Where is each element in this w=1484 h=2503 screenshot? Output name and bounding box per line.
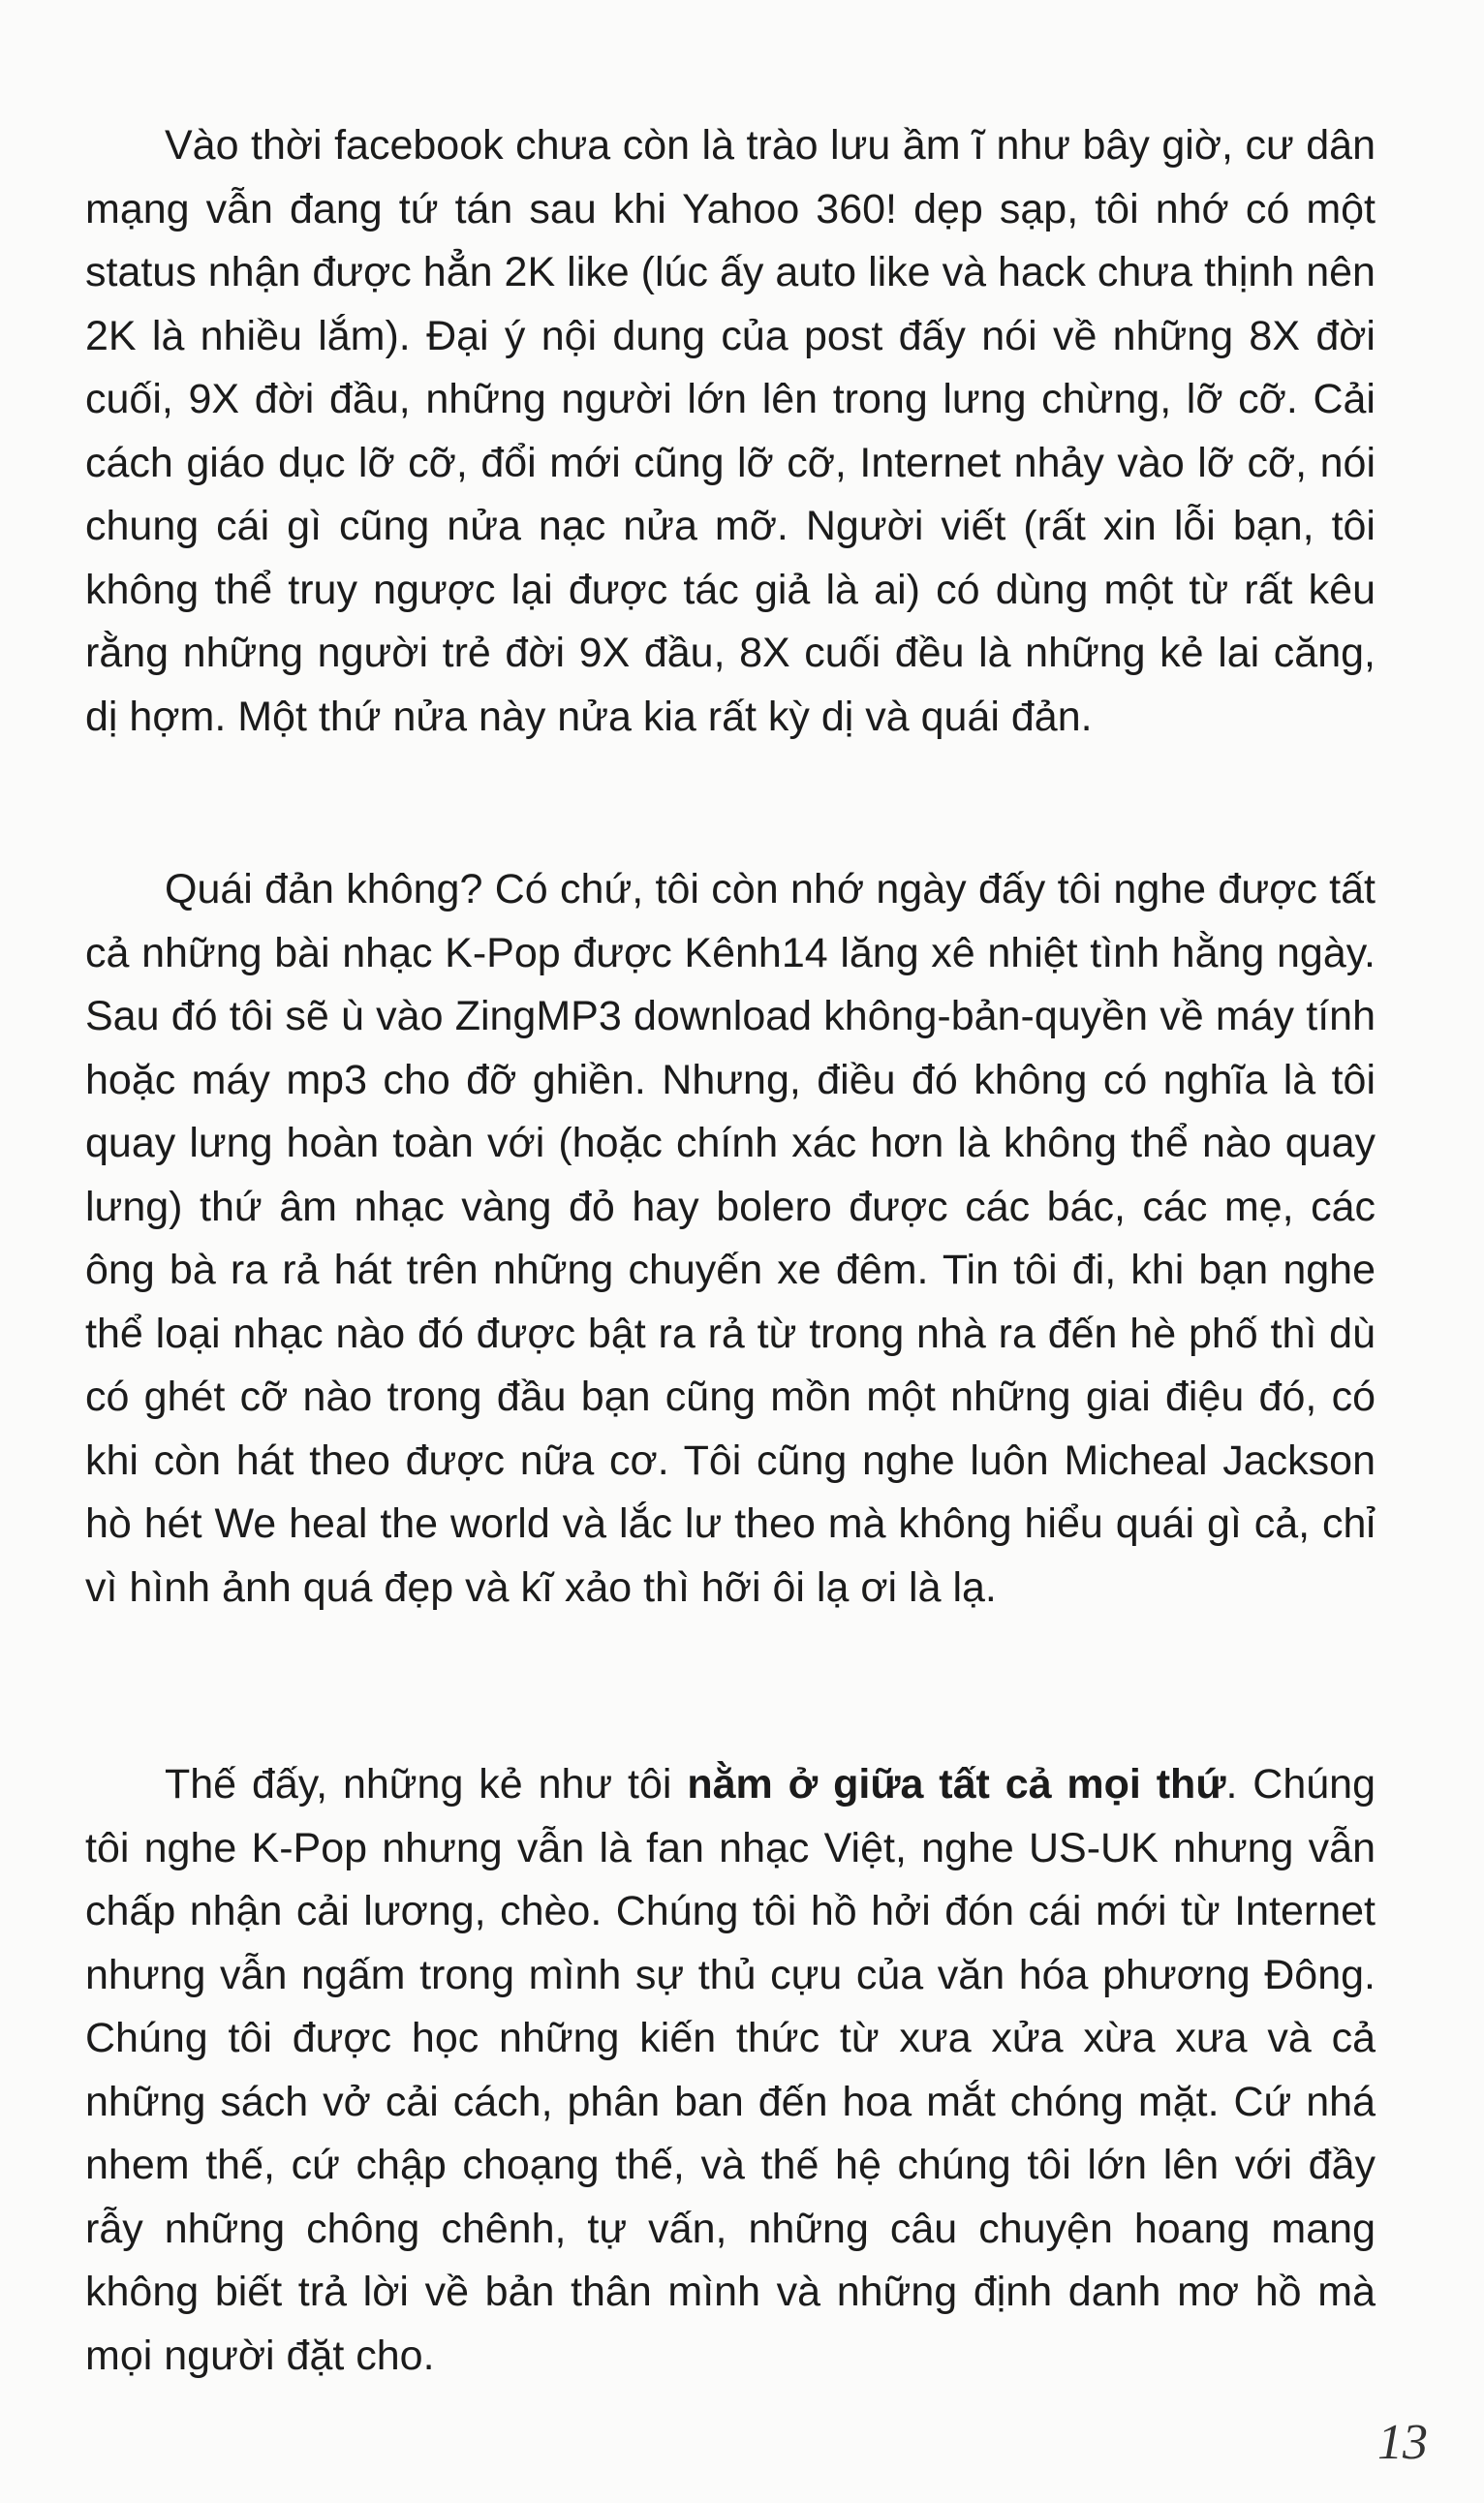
paragraph-3 — [85, 1753, 1376, 2388]
italic-term: hack — [998, 249, 1086, 295]
italic-term: auto like — [775, 249, 931, 295]
text-run: Quái đản không? Có chứ, tôi còn nhớ ngày đấy tôi nghe được tất cả những bài nhạc K-Pop được Kênh14 lăng xê nhiệt tình hằng ngày. Sau đó tôi sẽ ù vào ZingMP3 download không-bản-quyền về máy tính hoặc máy mp3 cho đỡ ghiền. Nhưng, điều đó không có nghĩa là tôi quay lưng hoàn toàn với (hoặc chính xác hơn là không thể nào quay lưng) thứ âm nhạc vàng đỏ hay bolero được các bác, các mẹ, các ông bà ra rả hát trên những chuyến xe đêm. Tin tôi đi, khi bạn nghe thể loại nhạc nào đó được bật ra rả từ trong nhà ra đến hè phố thì dù có ghét cỡ nào trong đầu bạn cũng mồn một những giai điệu đó, có khi còn hát theo được nữa cơ. Tôi cũng nghe luôn Micheal Jackson hò hét — [85, 866, 1376, 1547]
paragraph-1 — [85, 114, 1376, 749]
text-run: đấy nói về những 8X đời cuối, 9X đời đầu, những người lớn lên trong lưng chừng, lỡ cỡ. Cải cách giáo dục lỡ cỡ, đổi mới cũng lỡ cỡ, Internet nhảy vào lỡ cỡ, nói chung cái gì cũng nửa nạc nửa mỡ. Người viết (rất xin lỗi bạn, tôi không thể truy ngược lại được tác giả là ai) có dùng một từ rất kêu rằng những người trẻ đời 9X đầu, 8X cuối đều là những kẻ lai căng, dị hợm. Một thứ nửa này nửa kia rất kỳ dị và quái đản. — [85, 312, 1376, 740]
italic-term: post — [804, 312, 883, 359]
text-run: . Chúng tôi nghe K-Pop nhưng vẫn là fan nhạc Việt, nghe US-UK nhưng vẫn chấp nhận cải lương, chèo. Chúng tôi hồ hởi đón cái mới từ Internet nhưng vẫn ngấm trong mình sự thủ cựu của văn hóa phương Đông. Chúng tôi được học những kiến thức từ xưa xửa xừa xưa và cả những sách vở cải cách, phân ban đến hoa mắt chóng mặt. Cứ nhá nhem thế, cứ chập choạng thế, và thế hệ chúng tôi lớn lên với đầy rẫy những chông chênh, tự vấn, những câu chuyện hoang mang không biết trả lời về bản thân mình và những định danh mơ hồ mà mọi người đặt cho. — [85, 1761, 1376, 2379]
italic-term: We heal the world — [214, 1500, 550, 1547]
text-run: và — [930, 249, 999, 295]
text-run: Vào thời facebook chưa còn là trào lưu ầm ĩ như bây giờ, cư dân mạng vẫn đang tứ tán sau khi Yahoo 360! dẹp sạp, tôi nhớ có một — [85, 122, 1376, 232]
paragraph-text — [85, 1753, 1376, 2388]
italic-term: status — [85, 249, 197, 295]
paragraph-text — [85, 114, 1376, 749]
page-number: 13 — [1377, 2415, 1428, 2470]
text-run: Thế đấy, những kẻ như tôi — [165, 1761, 688, 1808]
text-run: và lắc lư theo mà không hiểu quái gì cả, chỉ vì hình ảnh quá đẹp và kĩ xảo thì hỡi ôi lạ ơi là lạ. — [85, 1500, 1376, 1611]
text-run: chưa thịnh nên 2K là nhiều lắm). Đại ý nội dung của — [85, 249, 1376, 359]
paragraph-text — [85, 858, 1376, 1620]
paragraph-2 — [85, 858, 1376, 1620]
text-run: nhận được hẳn 2K like (lúc ấy — [196, 249, 776, 295]
bold-phrase: nằm ở giữa tất cả mọi thứ — [687, 1761, 1226, 1808]
